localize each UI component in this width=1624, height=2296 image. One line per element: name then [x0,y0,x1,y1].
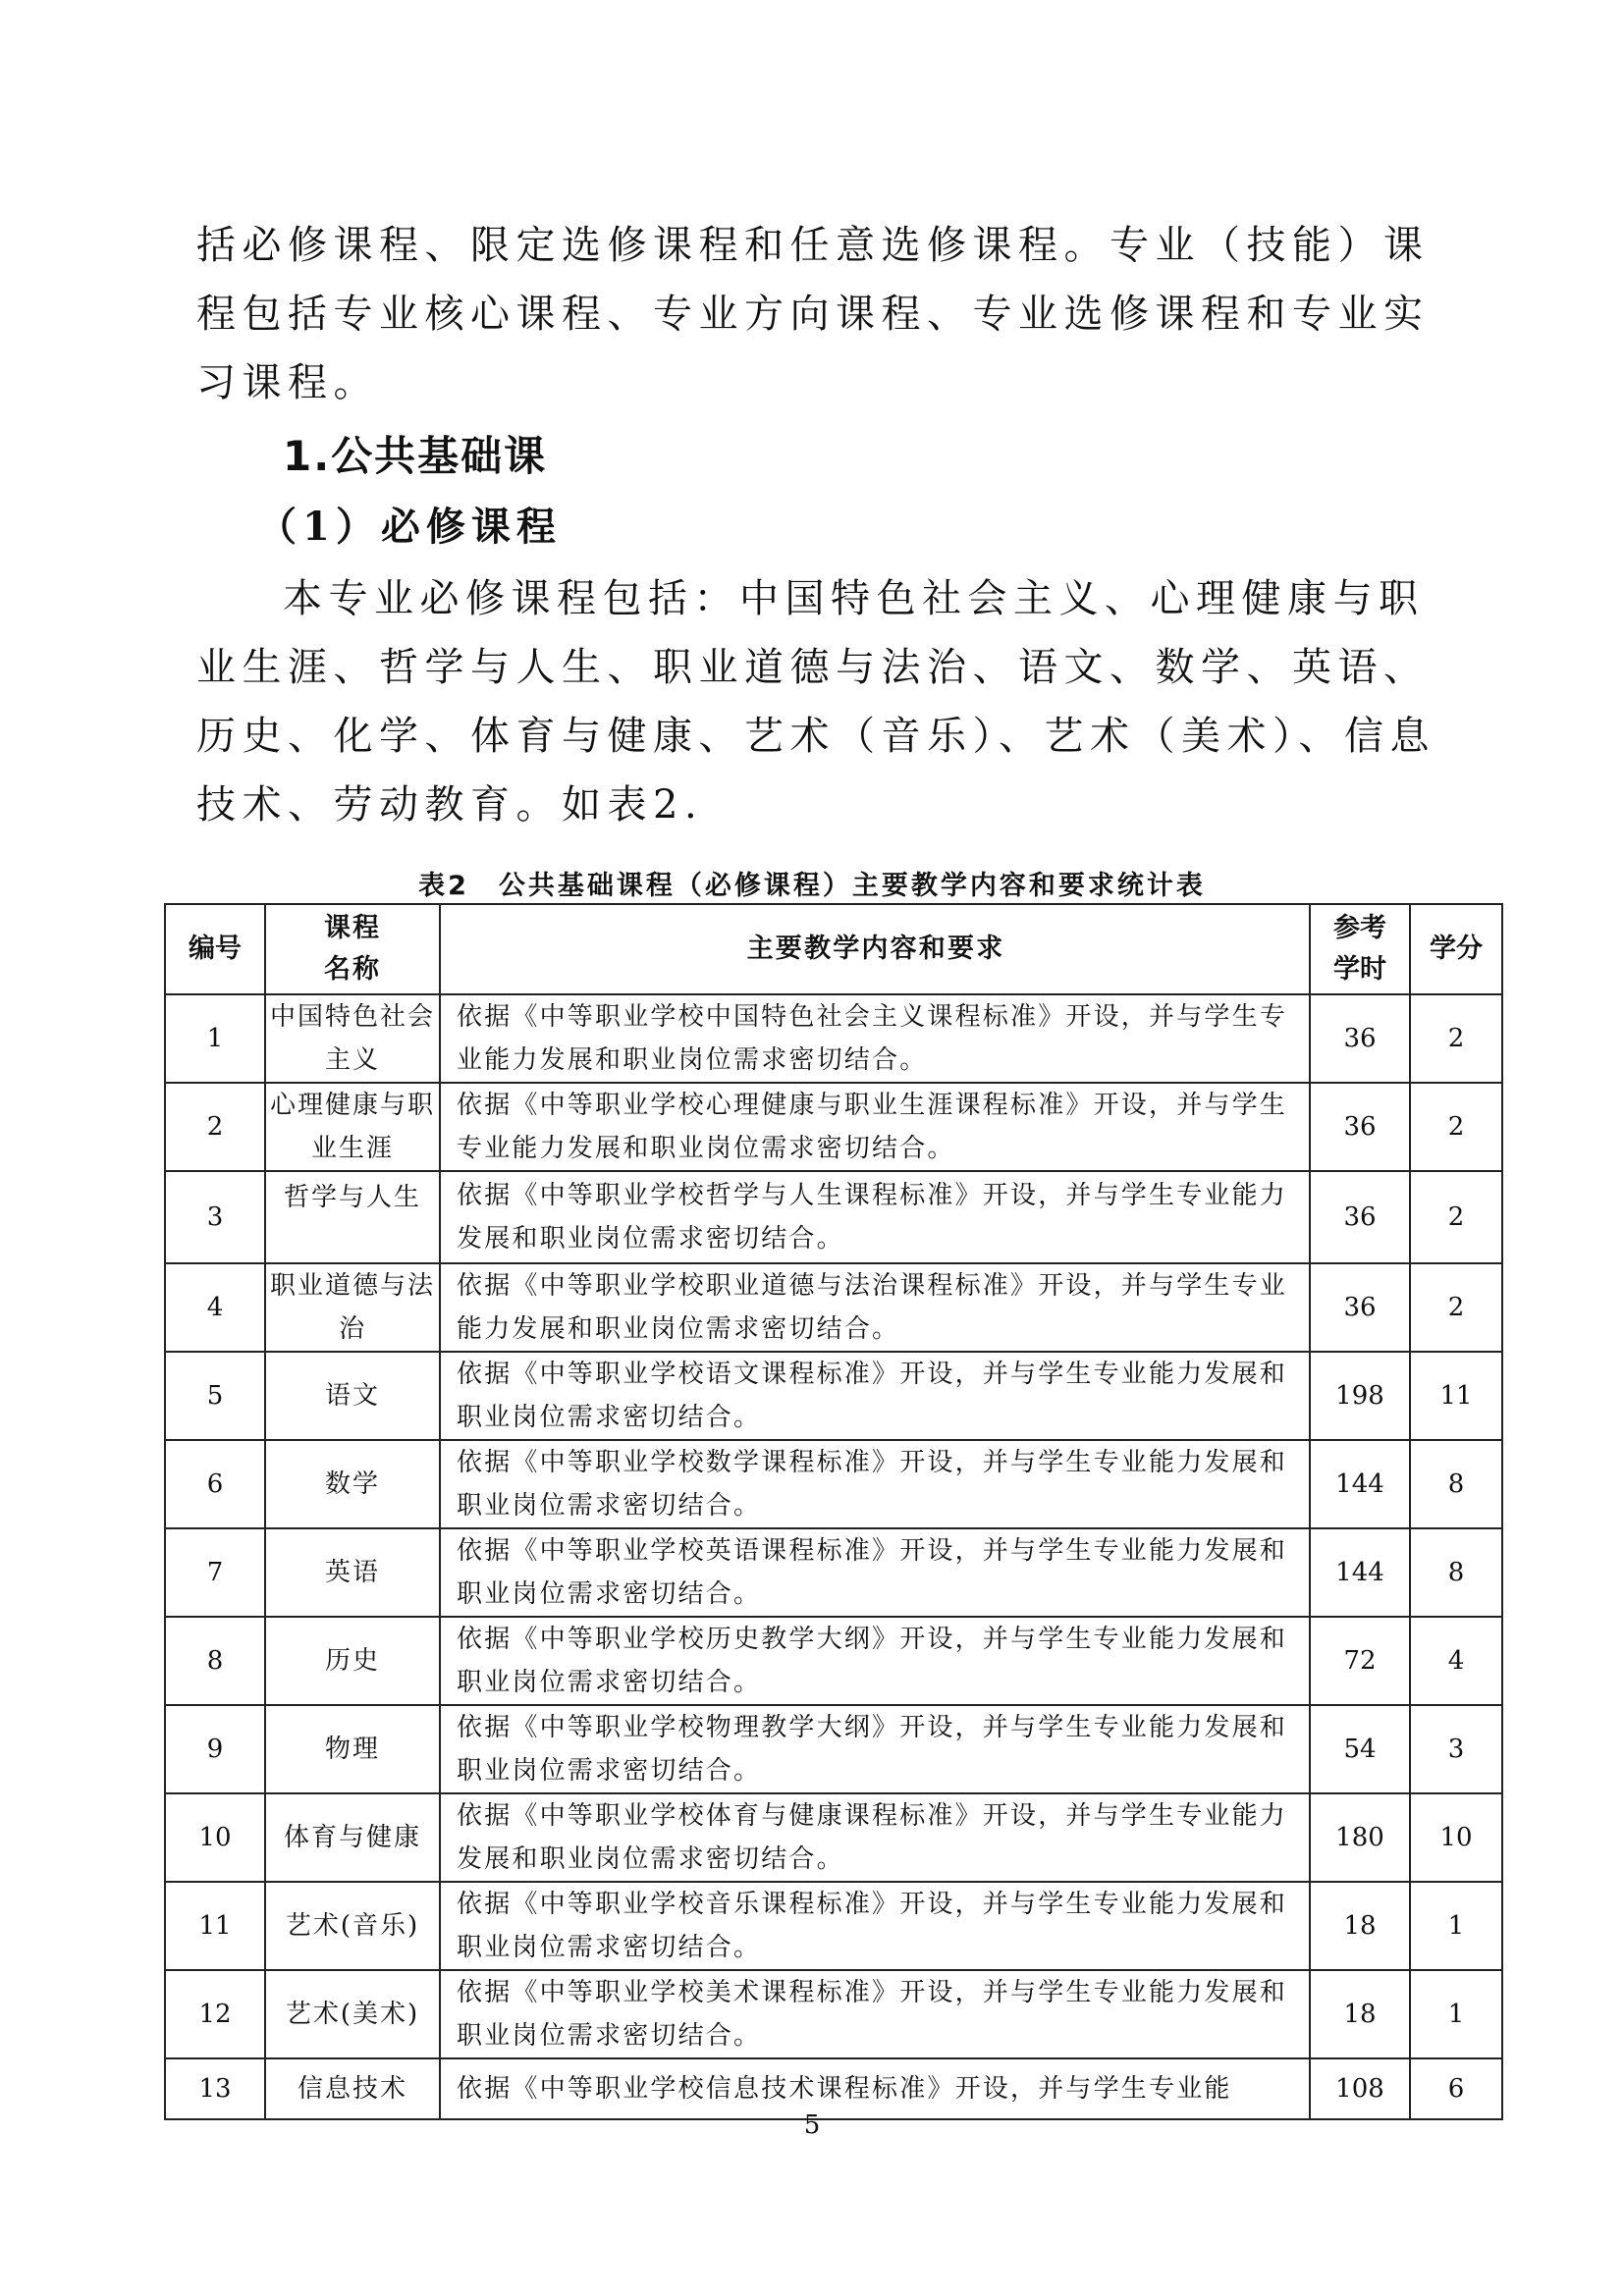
cell-credits: 6 [1410,2058,1502,2119]
cell-no: 3 [165,1171,265,1263]
cell-hours: 72 [1310,1617,1410,1705]
required-courses-paragraph: 本专业必修课程包括：中国特色社会主义、心理健康与职业生涯、哲学与人生、职业道德与法治、语文、数学、英语、历史、化学、体育与健康、艺术（音乐）、艺术（美术）、信息技术、劳动教育。如表2. [196,576,1435,828]
cell-course-name: 艺术(音乐) [265,1882,440,1970]
cell-course-name: 数学 [265,1440,440,1528]
cell-content: 依据《中等职业学校信息技术课程标准》开设，并与学生专业能 [440,2058,1310,2119]
header-course-name [265,904,440,994]
cell-no: 12 [165,1970,265,2058]
cell-hours: 198 [1310,1352,1410,1440]
cell-no: 2 [165,1083,265,1171]
cell-content: 依据《中等职业学校音乐课程标准》开设，并与学生专业能力发展和职业岗位需求密切结合。 [440,1882,1310,1970]
cell-credits: 2 [1410,1263,1502,1352]
table-row [165,1528,1502,1617]
header-content: 主要教学内容和要求 [440,904,1310,994]
cell-hours: 180 [1310,1793,1410,1882]
table-caption: 表2 公共基础课程（必修课程）主要教学内容和要求统计表 [418,871,1206,901]
cell-course-name: 历史 [265,1617,440,1705]
cell-content: 依据《中等职业学校数学课程标准》开设，并与学生专业能力发展和职业岗位需求密切结合。 [440,1440,1310,1528]
cell-course-name: 语文 [265,1352,440,1440]
table-row [165,1617,1502,1705]
cell-credits: 4 [1410,1617,1502,1705]
cell-hours: 36 [1310,1083,1410,1171]
cell-course-name: 信息技术 [265,2058,440,2119]
cell-hours: 36 [1310,1171,1410,1263]
cell-no: 10 [165,1793,265,1882]
cell-no: 5 [165,1352,265,1440]
table-row [165,1440,1502,1528]
cell-course-name: 物理 [265,1705,440,1793]
cell-no: 6 [165,1440,265,1528]
cell-hours: 36 [1310,1263,1410,1352]
table-header-row [165,904,1502,994]
intro-paragraph: 括必修课程、限定选修课程和任意选修课程。专业（技能）课程包括专业核心课程、专业方向课程、专业选修课程和专业实习课程。 [196,223,1430,405]
cell-course-name: 心理健康与职业生涯 [265,1083,440,1171]
section-heading: 1.公共基础课 [283,432,548,480]
header-hours [1310,904,1410,994]
header-hours-line1: 参考 [1333,913,1386,943]
cell-course-name: 英语 [265,1528,440,1617]
header-credits: 学分 [1410,904,1502,994]
table-row [165,1171,1502,1263]
cell-credits: 8 [1410,1528,1502,1617]
cell-hours: 36 [1310,994,1410,1083]
cell-credits: 2 [1410,1171,1502,1263]
cell-credits: 1 [1410,1882,1502,1970]
cell-content: 依据《中等职业学校英语课程标准》开设，并与学生专业能力发展和职业岗位需求密切结合。 [440,1528,1310,1617]
cell-course-name: 艺术(美术) [265,1970,440,2058]
cell-content: 依据《中等职业学校哲学与人生课程标准》开设，并与学生专业能力发展和职业岗位需求密切结合。 [440,1171,1310,1263]
cell-content: 依据《中等职业学校语文课程标准》开设，并与学生专业能力发展和职业岗位需求密切结合。 [440,1352,1310,1440]
cell-credits: 3 [1410,1705,1502,1793]
cell-hours: 18 [1310,1970,1410,2058]
table-row [165,1083,1502,1171]
cell-course-name: 中国特色社会主义 [265,994,440,1083]
cell-credits: 1 [1410,1970,1502,2058]
cell-hours: 18 [1310,1882,1410,1970]
cell-content: 依据《中等职业学校物理教学大纲》开设，并与学生专业能力发展和职业岗位需求密切结合。 [440,1705,1310,1793]
cell-no: 8 [165,1617,265,1705]
cell-hours: 144 [1310,1528,1410,1617]
cell-credits: 11 [1410,1352,1502,1440]
cell-content: 依据《中等职业学校职业道德与法治课程标准》开设，并与学生专业能力发展和职业岗位需求密切结合。 [440,1263,1310,1352]
cell-credits: 8 [1410,1440,1502,1528]
cell-content: 依据《中等职业学校中国特色社会主义课程标准》开设，并与学生专业能力发展和职业岗位需求密切结合。 [440,994,1310,1083]
cell-no: 4 [165,1263,265,1352]
header-hours-line2: 学时 [1333,954,1386,985]
cell-course-name: 职业道德与法治 [265,1263,440,1352]
cell-credits: 2 [1410,1083,1502,1171]
cell-content: 依据《中等职业学校心理健康与职业生涯课程标准》开设，并与学生专业能力发展和职业岗位需求密切结合。 [440,1083,1310,1171]
table-row [165,1263,1502,1352]
cell-hours: 108 [1310,2058,1410,2119]
cell-no: 9 [165,1705,265,1793]
cell-no: 7 [165,1528,265,1617]
cell-content: 依据《中等职业学校美术课程标准》开设，并与学生专业能力发展和职业岗位需求密切结合。 [440,1970,1310,2058]
cell-credits: 2 [1410,994,1502,1083]
table-row [165,1882,1502,1970]
cell-course-name: 体育与健康 [265,1793,440,1882]
page-number: 5 [803,2110,821,2140]
cell-hours: 54 [1310,1705,1410,1793]
course-table [164,903,1503,2120]
cell-content: 依据《中等职业学校体育与健康课程标准》开设，并与学生专业能力发展和职业岗位需求密切结合。 [440,1793,1310,1882]
header-course-name-line2: 名称 [324,954,381,985]
table-row [165,1352,1502,1440]
cell-hours: 144 [1310,1440,1410,1528]
cell-no: 1 [165,994,265,1083]
table-row [165,1970,1502,2058]
table-row [165,1705,1502,1793]
header-course-name-line1: 课程 [324,913,381,943]
cell-content: 依据《中等职业学校历史教学大纲》开设，并与学生专业能力发展和职业岗位需求密切结合。 [440,1617,1310,1705]
cell-credits: 10 [1410,1793,1502,1882]
table-row [165,1793,1502,1882]
table-row [165,994,1502,1083]
cell-course-name: 哲学与人生 [265,1171,440,1263]
cell-no: 13 [165,2058,265,2119]
subsection-heading: （1）必修课程 [257,504,562,550]
header-no: 编号 [165,904,265,994]
cell-no: 11 [165,1882,265,1970]
